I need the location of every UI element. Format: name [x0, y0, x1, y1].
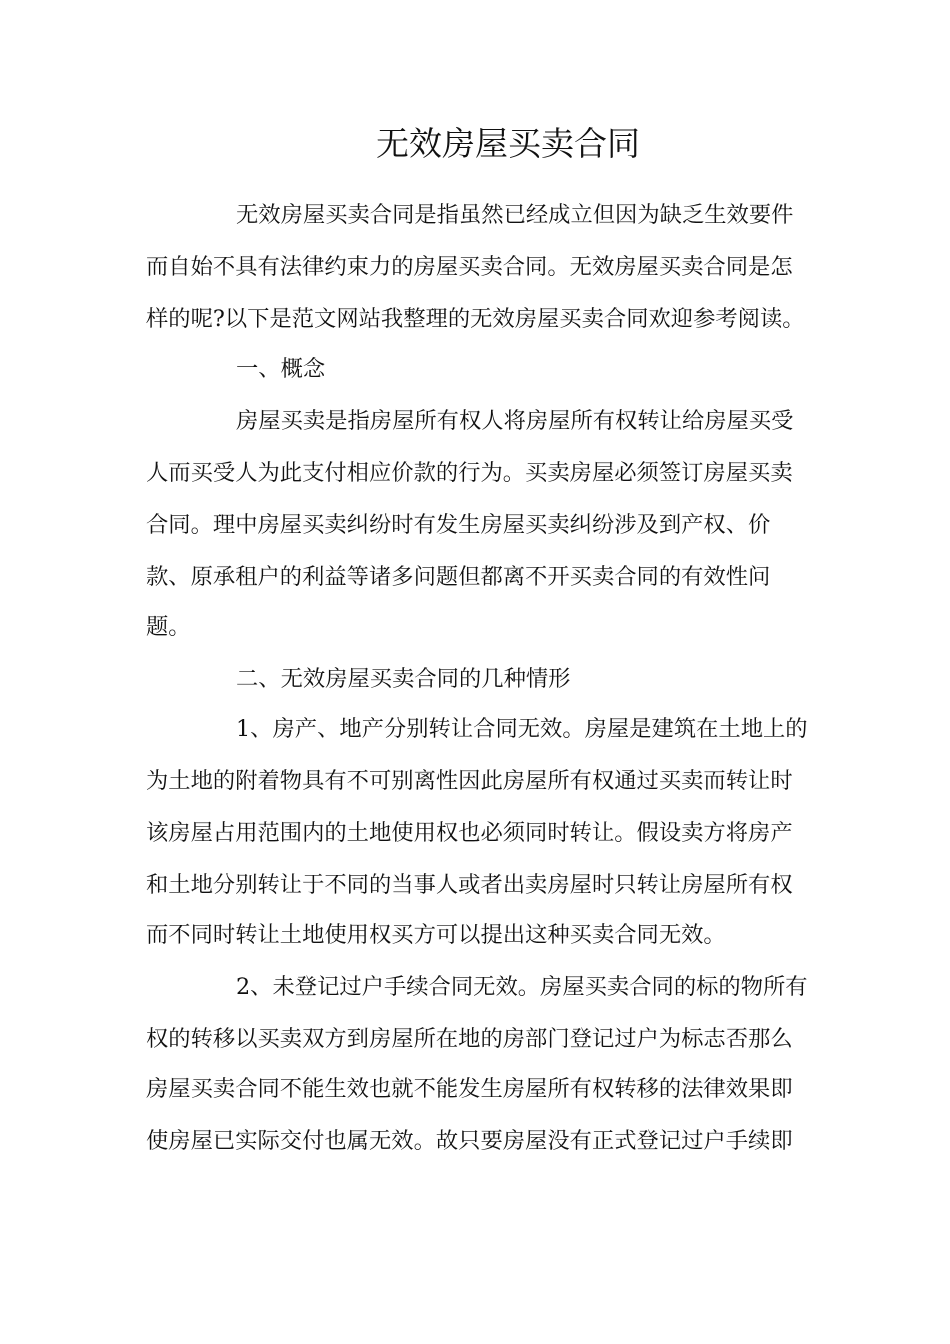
paragraph-line: 而自始不具有法律约束力的房屋买卖合同。无效房屋买卖合同是怎 — [146, 254, 793, 280]
section-heading: 二、无效房屋买卖合同的几种情形 — [236, 666, 571, 692]
paragraph-line: 合同。理中房屋买卖纠纷时有发生房屋买卖纠纷涉及到产权、价 — [146, 512, 771, 538]
paragraph-line: 1、房产、地产分别转让合同无效。房屋是建筑在土地上的 — [236, 716, 808, 742]
paragraph-line: 房屋买卖合同不能生效也就不能发生房屋所有权转移的法律效果即 — [146, 1076, 793, 1102]
section-heading: 一、概念 — [236, 356, 326, 382]
paragraph-line: 样的呢?以下是范文网站我整理的无效房屋买卖合同欢迎参考阅读。 — [146, 306, 805, 332]
paragraph-line: 房屋买卖是指房屋所有权人将房屋所有权转让给房屋买受 — [236, 408, 794, 434]
paragraph-line: 无效房屋买卖合同是指虽然已经成立但因为缺乏生效要件 — [236, 202, 794, 228]
document-title: 无效房屋买卖合同 — [376, 124, 640, 163]
paragraph-line: 而不同时转让土地使用权买方可以提出这种买卖合同无效。 — [146, 922, 726, 948]
paragraph-line: 该房屋占用范围内的土地使用权也必须同时转让。假设卖方将房产 — [146, 820, 793, 846]
paragraph-line: 款、原承租户的利益等诸多问题但都离不开买卖合同的有效性问 — [146, 564, 771, 590]
paragraph-line: 使房屋已实际交付也属无效。故只要房屋没有正式登记过户手续即 — [146, 1128, 793, 1154]
paragraph-line: 为土地的附着物具有不可别离性因此房屋所有权通过买卖而转让时 — [146, 768, 793, 794]
paragraph-line: 和土地分别转让于不同的当事人或者出卖房屋时只转让房屋所有权 — [146, 872, 793, 898]
paragraph-line: 2、未登记过户手续合同无效。房屋买卖合同的标的物所有 — [236, 974, 808, 1000]
paragraph-line: 人而买受人为此支付相应价款的行为。买卖房屋必须签订房屋买卖 — [146, 460, 793, 486]
paragraph-line: 题。 — [146, 614, 191, 640]
paragraph-line: 权的转移以买卖双方到房屋所在地的房部门登记过户为标志否那么 — [146, 1026, 793, 1052]
